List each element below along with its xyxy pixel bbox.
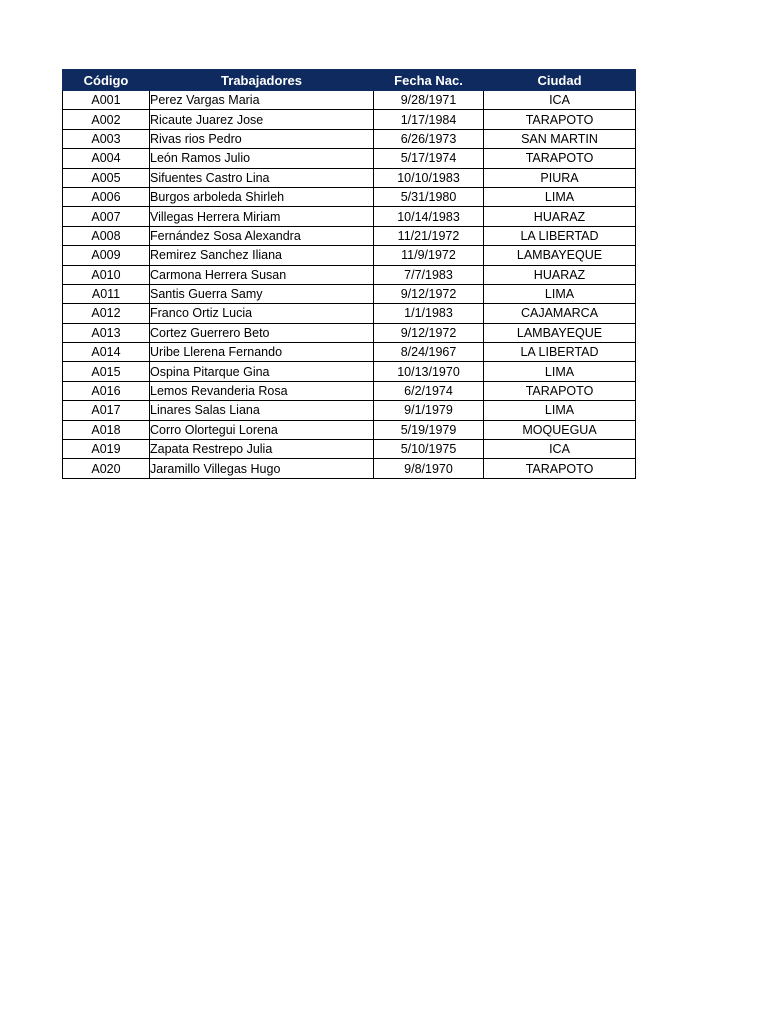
cell-code: A005 xyxy=(63,168,150,187)
cell-code: A020 xyxy=(63,459,150,478)
cell-worker-name: Ospina Pitarque Gina xyxy=(150,362,374,381)
cell-worker-name: Ricaute Juarez Jose xyxy=(150,110,374,129)
cell-birth-date: 5/17/1974 xyxy=(374,149,484,168)
cell-birth-date: 1/1/1983 xyxy=(374,304,484,323)
cell-city: CAJAMARCA xyxy=(484,304,636,323)
cell-city: HUARAZ xyxy=(484,265,636,284)
table-row xyxy=(63,323,636,342)
workers-table xyxy=(62,69,636,479)
table-body xyxy=(63,91,636,479)
cell-city: TARAPOTO xyxy=(484,149,636,168)
cell-worker-name: Villegas Herrera Miriam xyxy=(150,207,374,226)
cell-birth-date: 6/26/1973 xyxy=(374,129,484,148)
cell-code: A007 xyxy=(63,207,150,226)
cell-city: TARAPOTO xyxy=(484,381,636,400)
cell-code: A003 xyxy=(63,129,150,148)
cell-birth-date: 6/2/1974 xyxy=(374,381,484,400)
cell-birth-date: 9/1/1979 xyxy=(374,401,484,420)
cell-city: LIMA xyxy=(484,401,636,420)
cell-code: A014 xyxy=(63,343,150,362)
header-workers: Trabajadores xyxy=(150,70,374,91)
cell-birth-date: 9/28/1971 xyxy=(374,91,484,110)
cell-code: A017 xyxy=(63,401,150,420)
cell-city: TARAPOTO xyxy=(484,459,636,478)
table-row xyxy=(63,420,636,439)
cell-city: MOQUEGUA xyxy=(484,420,636,439)
cell-birth-date: 9/12/1972 xyxy=(374,284,484,303)
table-row xyxy=(63,149,636,168)
cell-city: LA LIBERTAD xyxy=(484,343,636,362)
table-row xyxy=(63,381,636,400)
table-row xyxy=(63,168,636,187)
cell-city: SAN MARTIN xyxy=(484,129,636,148)
cell-birth-date: 11/9/1972 xyxy=(374,246,484,265)
cell-worker-name: Sifuentes Castro Lina xyxy=(150,168,374,187)
cell-code: A011 xyxy=(63,284,150,303)
cell-worker-name: Remirez Sanchez Iliana xyxy=(150,246,374,265)
table-row xyxy=(63,265,636,284)
cell-code: A013 xyxy=(63,323,150,342)
table-row xyxy=(63,401,636,420)
cell-code: A016 xyxy=(63,381,150,400)
cell-city: LA LIBERTAD xyxy=(484,226,636,245)
cell-worker-name: Cortez Guerrero Beto xyxy=(150,323,374,342)
cell-birth-date: 10/13/1970 xyxy=(374,362,484,381)
table-row xyxy=(63,362,636,381)
cell-worker-name: León Ramos Julio xyxy=(150,149,374,168)
cell-code: A004 xyxy=(63,149,150,168)
cell-code: A006 xyxy=(63,187,150,206)
table-row xyxy=(63,440,636,459)
cell-city: TARAPOTO xyxy=(484,110,636,129)
cell-birth-date: 11/21/1972 xyxy=(374,226,484,245)
cell-birth-date: 8/24/1967 xyxy=(374,343,484,362)
cell-worker-name: Corro Olortegui Lorena xyxy=(150,420,374,439)
cell-code: A002 xyxy=(63,110,150,129)
table-row xyxy=(63,187,636,206)
cell-worker-name: Jaramillo Villegas Hugo xyxy=(150,459,374,478)
cell-code: A015 xyxy=(63,362,150,381)
cell-worker-name: Burgos arboleda Shirleh xyxy=(150,187,374,206)
table-row xyxy=(63,246,636,265)
cell-worker-name: Franco Ortiz Lucia xyxy=(150,304,374,323)
cell-code: A001 xyxy=(63,91,150,110)
cell-birth-date: 10/10/1983 xyxy=(374,168,484,187)
table-row xyxy=(63,284,636,303)
table-row xyxy=(63,304,636,323)
header-row xyxy=(63,70,636,91)
cell-code: A010 xyxy=(63,265,150,284)
cell-code: A008 xyxy=(63,226,150,245)
cell-city: LIMA xyxy=(484,362,636,381)
cell-city: LAMBAYEQUE xyxy=(484,323,636,342)
cell-worker-name: Rivas rios Pedro xyxy=(150,129,374,148)
header-city: Ciudad xyxy=(484,70,636,91)
cell-birth-date: 5/19/1979 xyxy=(374,420,484,439)
cell-code: A009 xyxy=(63,246,150,265)
cell-city: ICA xyxy=(484,91,636,110)
table-row xyxy=(63,207,636,226)
cell-worker-name: Carmona Herrera Susan xyxy=(150,265,374,284)
cell-city: ICA xyxy=(484,440,636,459)
cell-worker-name: Uribe Llerena Fernando xyxy=(150,343,374,362)
header-birth-date: Fecha Nac. xyxy=(374,70,484,91)
cell-worker-name: Zapata Restrepo Julia xyxy=(150,440,374,459)
cell-worker-name: Perez Vargas Maria xyxy=(150,91,374,110)
cell-city: PIURA xyxy=(484,168,636,187)
cell-city: HUARAZ xyxy=(484,207,636,226)
cell-birth-date: 1/17/1984 xyxy=(374,110,484,129)
cell-birth-date: 5/31/1980 xyxy=(374,187,484,206)
table-row xyxy=(63,129,636,148)
table-row xyxy=(63,91,636,110)
cell-worker-name: Santis Guerra Samy xyxy=(150,284,374,303)
header-code: Código xyxy=(63,70,150,91)
cell-birth-date: 9/12/1972 xyxy=(374,323,484,342)
cell-code: A012 xyxy=(63,304,150,323)
cell-birth-date: 10/14/1983 xyxy=(374,207,484,226)
cell-code: A018 xyxy=(63,420,150,439)
table-row xyxy=(63,226,636,245)
cell-city: LIMA xyxy=(484,284,636,303)
table-row xyxy=(63,459,636,478)
cell-code: A019 xyxy=(63,440,150,459)
cell-worker-name: Linares Salas Liana xyxy=(150,401,374,420)
table-row xyxy=(63,343,636,362)
cell-worker-name: Lemos Revanderia Rosa xyxy=(150,381,374,400)
table-row xyxy=(63,110,636,129)
cell-worker-name: Fernández Sosa Alexandra xyxy=(150,226,374,245)
cell-birth-date: 5/10/1975 xyxy=(374,440,484,459)
cell-birth-date: 9/8/1970 xyxy=(374,459,484,478)
cell-city: LAMBAYEQUE xyxy=(484,246,636,265)
cell-birth-date: 7/7/1983 xyxy=(374,265,484,284)
cell-city: LIMA xyxy=(484,187,636,206)
